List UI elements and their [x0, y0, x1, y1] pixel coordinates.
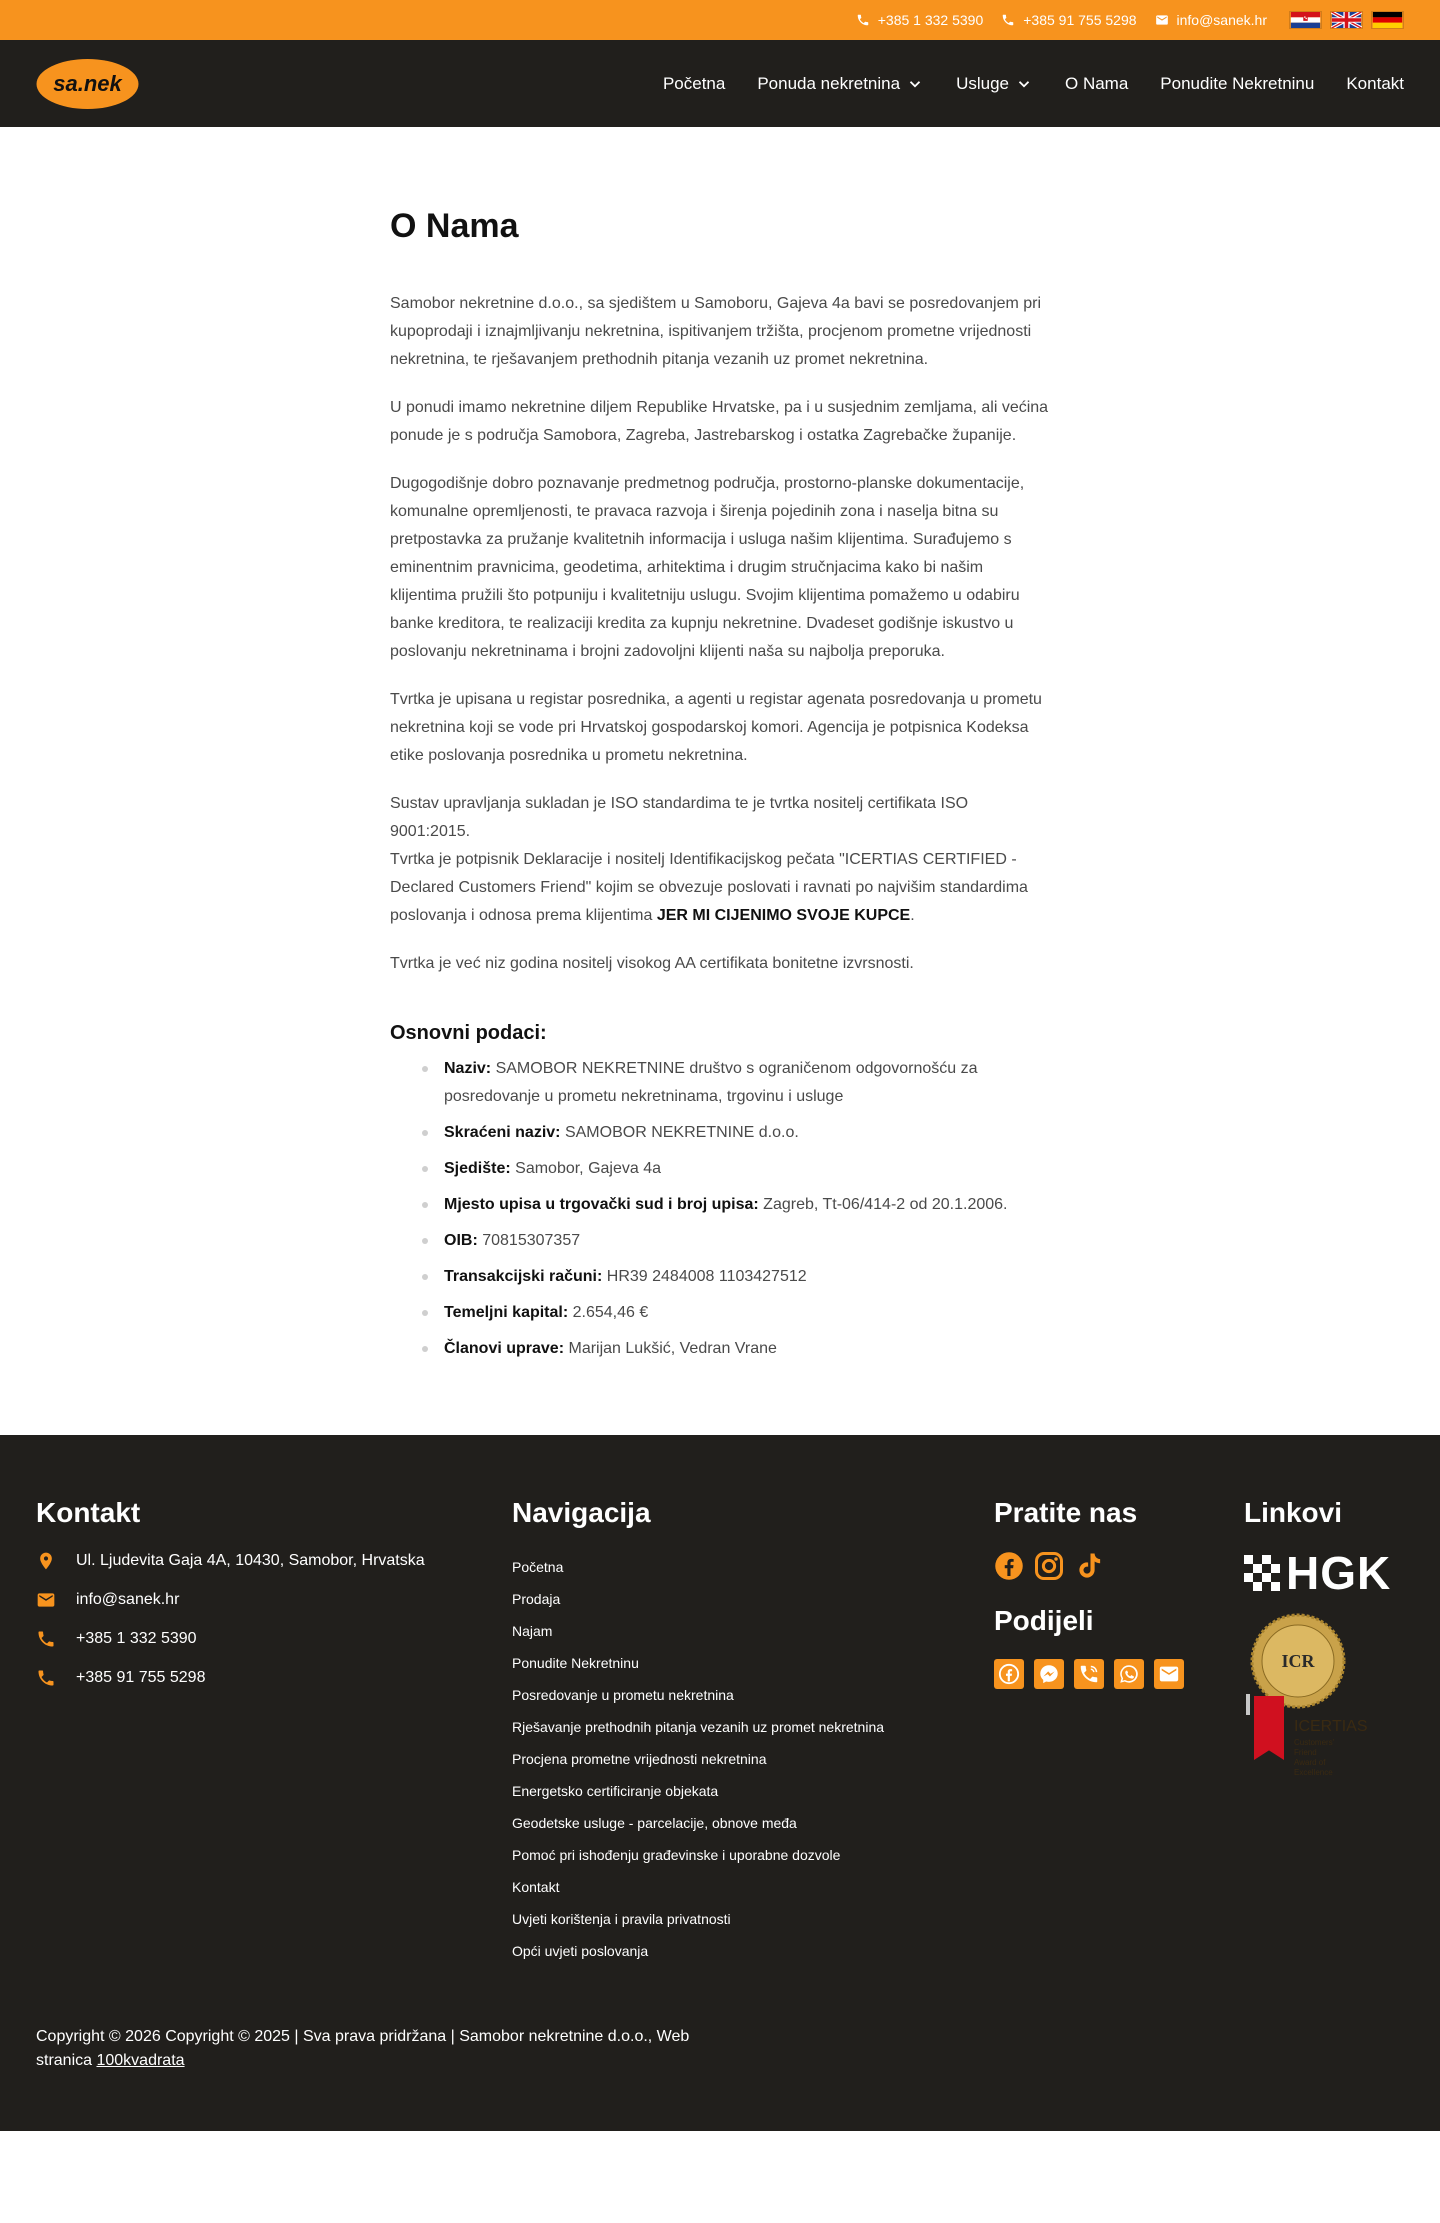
fact-value: Samobor, Gajeva 4a: [515, 1160, 662, 1177]
nav-item-label: Kontakt: [1346, 73, 1404, 93]
phone-icon: [36, 1629, 56, 1649]
fact-value: 70815307357: [482, 1232, 581, 1249]
icertias-sub-1: Customers' Friend: [1294, 1738, 1335, 1757]
top-phone-1-link[interactable]: [856, 12, 984, 28]
share-whatsapp-icon[interactable]: [1114, 1659, 1144, 1689]
fact-value: HR39 2484008 1103427512: [606, 1268, 807, 1285]
award-ribbon-icon: [1254, 1696, 1284, 1760]
facebook-icon[interactable]: [994, 1551, 1024, 1581]
footer-links-column: [1244, 1497, 1404, 1967]
german-flag-icon[interactable]: [1371, 11, 1404, 29]
footer-address: [36, 1551, 512, 1571]
paragraph: Dugogodišnje dobro poznavanje predmetnog područja, prostorno-planske dokumentacije, komunalne opremljenosti, te pravaca razvoja i širenja pojedinih zona i naselja bitna su pretpostavka za pružanje kvalitetnih informacija i usluga našim klijentima. Surađujemo s eminentnim pravnicima, geodetima, arhitektima i drugim stručnjacima kako bi našim klijentima pružili što potpuniju i kvalitetniju uslugu. Svojim klijentima pomažemo u odabiru banke kreditora, te realizaciji kredita za kupnju nekretnine. Dvadeset godišnje iskustvo u poslovanju nekretninama i brojni zadovoljni klijenti naša su najbolja preporuka.: [390, 475, 1025, 660]
icr-text: ICR: [1281, 1651, 1315, 1671]
share-icons: [994, 1659, 1244, 1689]
footer-nav-title: Navigacija: [512, 1497, 651, 1528]
footer-email-text: info@sanek.hr: [76, 1591, 180, 1608]
nav-item-usluge[interactable]: [956, 74, 1033, 94]
share-messenger-icon[interactable]: [1034, 1659, 1064, 1689]
nav-item-label: Ponudite Nekretninu: [1160, 73, 1315, 93]
list-item: [422, 1055, 1050, 1111]
sanek-logo[interactable]: [36, 58, 139, 110]
follow-icons: [994, 1551, 1244, 1581]
list-item: [422, 1119, 1050, 1147]
iso-text: Sustav upravljanja sukladan je ISO standardima te je tvrtka nositelj certifikata ISO 9001:2015.: [390, 795, 969, 840]
location-pin-icon: [36, 1551, 56, 1571]
web-developer-link[interactable]: 100kvadrata: [96, 2052, 185, 2069]
logo-text: sa.nek: [53, 70, 122, 96]
mail-icon: [1155, 13, 1169, 27]
fact-value: Zagreb, Tt-06/414-2 od 20.1.2006.: [763, 1196, 1008, 1213]
paragraph: Tvrtka je upisana u registar posrednika, a agenti u registar agenata posredovanja u prometu nekretnina koji se vode pri Hrvatskoj gospodarskoj komori. Agencija je potpisnica Kodeksa etike poslovanja posrednika u prometu nekretnina.: [390, 691, 1042, 764]
footer-contact-title: Kontakt: [36, 1497, 141, 1528]
hgk-logo[interactable]: [1244, 1547, 1404, 1599]
about-content: [390, 127, 1050, 1435]
footer-nav-link[interactable]: Posredovanje u prometu nekretnina: [512, 1687, 734, 1703]
footer-nav-link[interactable]: Energetsko certificiranje objekata: [512, 1783, 719, 1799]
list-item: [422, 1263, 1050, 1291]
fact-key: Sjedište:: [444, 1160, 511, 1177]
nav-item-label: Početna: [662, 73, 726, 93]
footer-email-link[interactable]: [36, 1590, 512, 1610]
list-item: [422, 1191, 1050, 1219]
slogan-text: JER MI CIJENIMO SVOJE KUPCE: [656, 907, 911, 924]
language-switcher: [1289, 11, 1404, 29]
footer-columns: [36, 1497, 1404, 1967]
fact-key: Skraćeni naziv:: [444, 1124, 561, 1141]
fact-key: OIB:: [444, 1232, 478, 1249]
footer-contact-column: [36, 1497, 512, 1967]
top-phone-2-link[interactable]: [1001, 12, 1136, 28]
footer-nav-link[interactable]: Ponudite Nekretninu: [512, 1655, 639, 1671]
share-email-icon[interactable]: [1154, 1659, 1184, 1689]
paragraph: Tvrtka je već niz godina nositelj visokog AA certifikata bonitetne izvrsnosti.: [390, 955, 914, 972]
footer-phone-2-text: +385 91 755 5298: [76, 1669, 206, 1686]
nav-item-ponudite[interactable]: [1160, 74, 1314, 94]
mail-icon: [36, 1590, 56, 1610]
nav-item-kontakt[interactable]: [1346, 74, 1404, 94]
croatian-flag-icon[interactable]: [1289, 11, 1322, 29]
fact-key: Temeljni kapital:: [444, 1304, 569, 1321]
nav-item-label: Ponuda nekretnina: [757, 73, 901, 93]
fact-value: SAMOBOR NEKRETNINE društvo s ograničenom odgovornošću za posredovanje u prometu nekretninama, trgovinu i usluge: [444, 1060, 978, 1105]
icertias-sub-2: Award of Excellence: [1294, 1758, 1333, 1777]
nav-item-pocetna[interactable]: [663, 74, 725, 94]
copyright-text: Copyright © 2026 Copyright © 2025 | Sva prava pridržana | Samobor nekretnine d.o.o., Web stranica: [36, 2028, 690, 2069]
fact-key: Mjesto upisa u trgovački sud i broj upisa:: [444, 1196, 759, 1213]
footer-nav-link[interactable]: Uvjeti korištenja i pravila privatnosti: [512, 1911, 731, 1927]
punctuation: .: [910, 907, 915, 924]
share-viber-icon[interactable]: [1074, 1659, 1104, 1689]
nav-item-label: O Nama: [1065, 73, 1129, 93]
phone-icon: [1001, 13, 1015, 27]
footer-phone-1-link[interactable]: [36, 1629, 512, 1649]
basic-info-title: Osnovni podaci:: [390, 1022, 547, 1044]
footer-nav-link[interactable]: Pomoć pri ishođenju građevinske i uporabne dozvole: [512, 1847, 841, 1863]
site-footer: [0, 1435, 1440, 2131]
fact-value: SAMOBOR NEKRETNINE d.o.o.: [564, 1124, 799, 1141]
top-phone-2-text: +385 91 755 5298: [1023, 12, 1137, 28]
phone-icon: [856, 13, 870, 27]
footer-phone-1-text: +385 1 332 5390: [76, 1630, 197, 1647]
fact-key: Naziv:: [444, 1060, 492, 1077]
footer-nav-link[interactable]: Kontakt: [512, 1879, 560, 1895]
icertias-text: Tvrtka je potpisnik Deklaracije i nositelj Identifikacijskog pečata "ICERTIAS CERTIFIED - Declared Customers Friend" kojim se obvezuje poslovati i ravnati po najvišim standardima poslovanja i odnosa prema klijentima: [390, 851, 1028, 924]
footer-follow-title: Pratite nas: [994, 1497, 1138, 1528]
footer-nav-link[interactable]: Najam: [512, 1623, 553, 1639]
icertias-subtitle: [1294, 1738, 1334, 1778]
top-email-link[interactable]: [1155, 12, 1267, 28]
footer-nav-link[interactable]: Rješavanje prethodnih pitanja vezanih uz promet nekretnina: [512, 1719, 885, 1735]
footer-navigation-column: [512, 1497, 994, 1967]
nav-item-label: Usluge: [956, 73, 1009, 93]
icr-certification-seal[interactable]: [1250, 1613, 1346, 1709]
hgk-checkerboard-icon: [1244, 1555, 1280, 1591]
list-item: [422, 1155, 1050, 1183]
instagram-icon[interactable]: [1034, 1551, 1064, 1581]
icertias-name: ICERTIAS: [1294, 1718, 1368, 1735]
footer-phone-2-link[interactable]: [36, 1668, 512, 1688]
fact-value: Marijan Lukšić, Vedran Vrane: [568, 1340, 777, 1357]
footer-links-title: Linkovi: [1244, 1497, 1343, 1528]
top-phone-1-text: +385 1 332 5390: [877, 12, 984, 28]
nav-item-o-nama[interactable]: [1065, 74, 1128, 94]
paragraph: Samobor nekretnine d.o.o., sa sjedištem u Samoboru, Gajeva 4a bavi se posredovanjem pri kupoprodaji i iznajmljivanju nekretnina, ispitivanjem tržišta, procjenom prometne vrijednosti nekretnina, te rješavanjem prethodnih pitanja vezanih uz promet nekretnina.: [390, 295, 1042, 368]
copyright: [36, 2025, 696, 2073]
footer-share-title: Podijeli: [994, 1605, 1094, 1636]
hgk-text: HGK: [1286, 1547, 1392, 1599]
fact-value: 2.654,46 €: [572, 1304, 649, 1321]
footer-nav-link[interactable]: Opći uvjeti poslovanja: [512, 1943, 649, 1959]
footer-nav-link[interactable]: Početna: [512, 1559, 564, 1575]
footer-nav-link[interactable]: Procjena prometne vrijednosti nekretnina: [512, 1751, 767, 1767]
main-navbar: [0, 40, 1440, 127]
share-facebook-icon[interactable]: [994, 1659, 1024, 1689]
fact-key: Članovi uprave:: [444, 1340, 565, 1357]
list-item: [422, 1299, 1050, 1327]
nav-item-ponuda[interactable]: [757, 74, 924, 94]
fact-key: Transakcijski računi:: [444, 1268, 603, 1285]
tiktok-icon[interactable]: [1074, 1551, 1104, 1581]
icertias-badge[interactable]: [1246, 1694, 1368, 1777]
chevron-down-icon: [1015, 75, 1033, 93]
footer-social-column: [994, 1497, 1244, 1967]
phone-icon: [36, 1668, 56, 1688]
english-flag-icon[interactable]: [1330, 11, 1363, 29]
footer-address-text: Ul. Ljudevita Gaja 4A, 10430, Samobor, Hrvatska: [76, 1552, 425, 1569]
footer-nav-link[interactable]: Geodetske usluge - parcelacije, obnove međa: [512, 1815, 797, 1831]
list-item: [422, 1227, 1050, 1255]
list-item: [422, 1335, 1050, 1363]
top-email-text: info@sanek.hr: [1176, 12, 1267, 28]
paragraph-certification: [390, 790, 1050, 930]
chevron-down-icon: [906, 75, 924, 93]
nav-menu: [663, 74, 1404, 94]
page-title: O Nama: [390, 207, 519, 245]
footer-nav-link[interactable]: Prodaja: [512, 1591, 561, 1607]
paragraph: U ponudi imamo nekretnine diljem Republike Hrvatske, pa i u susjednim zemljama, ali većina ponude je s područja Samobora, Zagreba, Jastrebarskog i ostatka Zagrebačke županije.: [390, 399, 1049, 444]
top-contact-bar: [0, 0, 1440, 40]
basic-info-list: [390, 1055, 1050, 1363]
